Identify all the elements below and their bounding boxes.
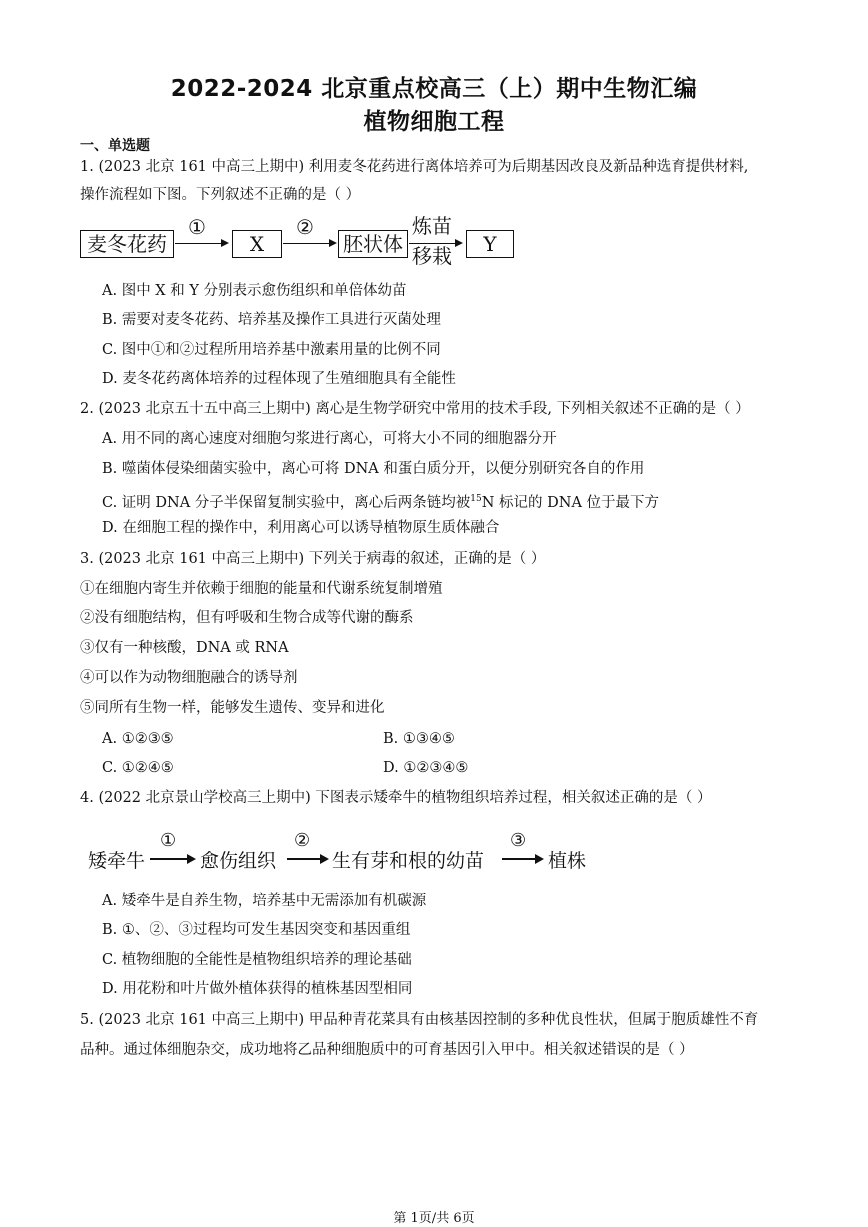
flow-label-transplant: 移栽 bbox=[412, 244, 452, 268]
q5-stem-cont: 品种。通过体细胞杂交，成功地将乙品种细胞质中的可育基因引入甲中。相关叙述错误的是（ ） bbox=[80, 1042, 694, 1058]
q2-option-c bbox=[102, 490, 659, 512]
flow2-step-1: ① bbox=[160, 830, 177, 851]
flow2-arrow-1 bbox=[150, 858, 194, 860]
q2-option-d: D. 在细胞工程的操作中，利用离心可以诱导植物原生质体融合 bbox=[102, 520, 500, 536]
q3-option-b: B. ①③④⑤ bbox=[383, 731, 455, 747]
q5-stem: 5. (2023 北京 161 中高三上期中) 甲品种青花菜具有由核基因控制的多种优良性状，但属于胞质雄性不育 bbox=[80, 1012, 759, 1028]
q1-option-b: B. 需要对麦冬花药、培养基及操作工具进行灭菌处理 bbox=[102, 312, 441, 328]
q4-stem: 4. (2022 北京景山学校高三上期中) 下图表示矮牵牛的植物组织培养过程，相关叙述正确的是（ ） bbox=[80, 790, 712, 806]
q1-option-a: A. 图中 X 和 Y 分别表示愈伤组织和单倍体幼苗 bbox=[102, 283, 407, 299]
flow-arrow-1 bbox=[175, 243, 227, 244]
flow2-callus: 愈伤组织 bbox=[200, 850, 277, 872]
flow-step-1: ① bbox=[188, 215, 206, 239]
q1-option-c: C. 图中①和②过程所用培养基中激素用量的比例不同 bbox=[102, 342, 441, 358]
flow-step-2: ② bbox=[296, 215, 314, 239]
flow-box-anther: 麦冬花药 bbox=[80, 230, 174, 258]
page-subtitle: 植物细胞工程 bbox=[363, 109, 505, 135]
q3-option-d: D. ①②③④⑤ bbox=[383, 760, 469, 776]
q4-option-a: A. 矮牵牛是自养生物，培养基中无需添加有机碳源 bbox=[102, 893, 427, 909]
q2-option-b: B. 噬菌体侵染细菌实验中，离心可将 DNA 和蛋白质分开，以便分别研究各自的作用 bbox=[102, 461, 645, 477]
q1-flow-diagram bbox=[80, 215, 520, 273]
page-title: 2022-2024 北京重点校高三（上）期中生物汇编 bbox=[170, 76, 698, 102]
flow2-seedling: 生有芽和根的幼苗 bbox=[332, 850, 485, 872]
q2-option-c-isotope: 15 bbox=[470, 494, 482, 504]
flow-box-x: X bbox=[232, 230, 282, 258]
q2-option-c-tail: N 标记的 DNA 位于最下方 bbox=[481, 494, 660, 511]
flow2-step-2: ② bbox=[294, 830, 311, 851]
q1-stem: 1. (2023 北京 161 中高三上期中) 利用麦冬花药进行离体培养可为后期基因改良及新品种选育提供材料, bbox=[80, 159, 749, 175]
q3-item-5: ⑤同所有生物一样，能够发生遗传、变异和进化 bbox=[80, 700, 385, 716]
q1-stem-cont: 操作流程如下图。下列叙述不正确的是（ ） bbox=[80, 187, 361, 203]
q4-flow-diagram bbox=[84, 830, 604, 874]
page-footer: 第 1页/共 6页 bbox=[393, 1211, 475, 1226]
flow-label-hardening: 炼苗 bbox=[412, 214, 452, 238]
q2-option-c-text: C. 证明 DNA 分子半保留复制实验中，离心后两条链均被 bbox=[102, 494, 471, 511]
q3-item-4: ④可以作为动物细胞融合的诱导剂 bbox=[80, 670, 298, 686]
q2-option-a: A. 用不同的离心速度对细胞匀浆进行离心，可将大小不同的细胞器分开 bbox=[102, 431, 557, 447]
flow2-step-3: ③ bbox=[510, 830, 527, 851]
q3-option-a: A. ①②③⑤ bbox=[102, 731, 174, 747]
q4-option-b: B. ①、②、③过程均可发生基因突变和基因重组 bbox=[102, 922, 411, 938]
q3-item-1: ①在细胞内寄生并依赖于细胞的能量和代谢系统复制增殖 bbox=[80, 581, 443, 597]
flow2-petunia: 矮牵牛 bbox=[88, 850, 146, 872]
q3-option-c: C. ①②④⑤ bbox=[102, 760, 174, 776]
q2-stem: 2. (2023 北京五十五中高三上期中) 离心是生物学研究中常用的技术手段, 下列相关叙述不正确的是（ ） bbox=[80, 401, 750, 417]
flow2-arrow-2 bbox=[287, 858, 327, 860]
q3-item-3: ③仅有一种核酸，DNA 或 RNA bbox=[80, 640, 289, 656]
section-heading: 一、单选题 bbox=[80, 138, 150, 154]
q1-option-d: D. 麦冬花药离体培养的过程体现了生殖细胞具有全能性 bbox=[102, 371, 456, 387]
flow-box-embryoid: 胚状体 bbox=[338, 230, 408, 258]
q3-item-2: ②没有细胞结构，但有呼吸和生物合成等代谢的酶系 bbox=[80, 610, 414, 626]
q4-option-d: D. 用花粉和叶片做外植体获得的植株基因型相同 bbox=[102, 981, 413, 997]
flow-box-y: Y bbox=[466, 230, 514, 258]
q3-stem: 3. (2023 北京 161 中高三上期中) 下列关于病毒的叙述，正确的是（ ） bbox=[80, 551, 546, 567]
q4-option-c: C. 植物细胞的全能性是植物组织培养的理论基础 bbox=[102, 952, 412, 968]
flow-arrow-2 bbox=[283, 243, 335, 244]
flow2-arrow-3 bbox=[502, 858, 542, 860]
flow2-plant: 植株 bbox=[548, 850, 587, 872]
